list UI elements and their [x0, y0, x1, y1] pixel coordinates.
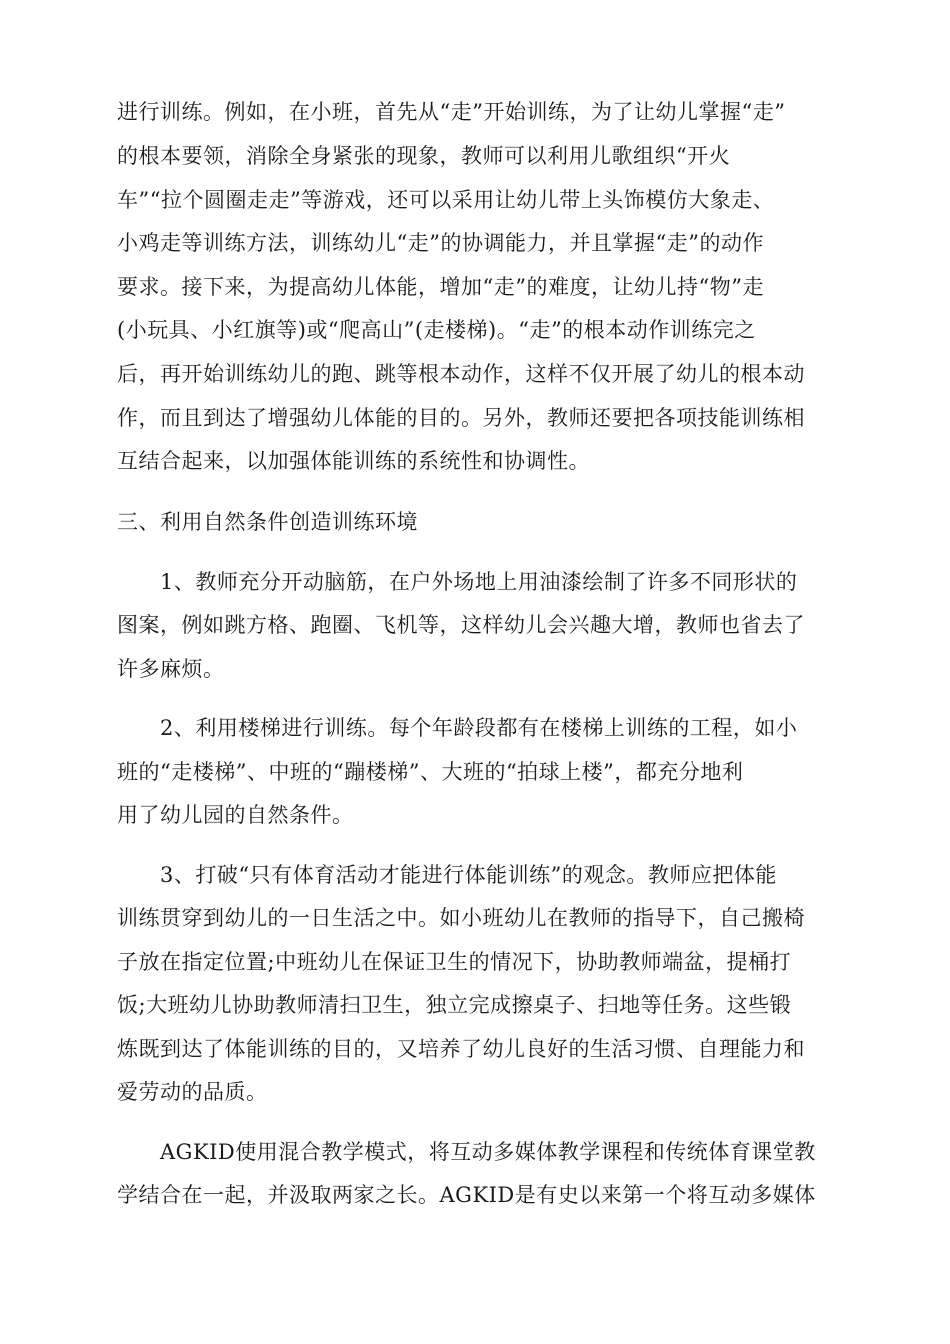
section-heading: 三、利用自然条件创造训练环境 [117, 510, 418, 534]
text-line: 的根本要领，消除全身紧张的现象，教师可以利用儿歌组织“开火 [117, 144, 731, 168]
text-line: 子放在指定位置;中班幼儿在保证卫生的情况下，协助教师端盆，提桶打 [117, 950, 792, 974]
text-line: 训练贯穿到幼儿的一日生活之中。如小班幼儿在教师的指导下，自己搬椅 [117, 906, 805, 930]
text-line: 图案，例如跳方格、跑圈、飞机等，这样幼儿会兴趣大增，教师也省去了 [117, 613, 805, 637]
text-line: 小鸡走等训练方法，训练幼儿“走”的协调能力，并且掌握“走”的动作 [117, 231, 764, 255]
text-line: 车”“拉个圆圈走走”等游戏，还可以采用让幼儿带上头饰模仿大象走、 [117, 188, 775, 212]
text-line: 2、利用楼梯进行训练。每个年龄段都有在楼梯上训练的工程，如小 [160, 716, 798, 740]
text-line: 3、打破“只有体育活动才能进行体能训练”的观念。教师应把体能 [160, 863, 777, 887]
text-line: (小玩具、小红旗等)或“爬高山”(走楼梯)。“走”的根本动作训练完之 [117, 318, 756, 342]
text-line: AGKID使用混合教学模式，将互动多媒体教学课程和传统体育课堂教 [160, 1140, 816, 1164]
text-line: 用了幼儿园的自然条件。 [117, 803, 354, 827]
text-line: 班的“走楼梯”、中班的“蹦楼梯”、大班的“拍球上楼”，都充分地利 [117, 760, 744, 784]
text-line: 学结合在一起，并汲取两家之长。AGKID是有史以来第一个将互动多媒体 [117, 1183, 816, 1207]
text-line: 饭;大班幼儿协助教师清扫卫生，独立完成擦桌子、扫地等任务。这些锻 [117, 993, 792, 1017]
text-line: 后，再开始训练幼儿的跑、跳等根本动作，这样不仅开展了幼儿的根本动 [117, 362, 805, 386]
text-line: 要求。接下来，为提高幼儿体能，增加“走”的难度，让幼儿持“物”走 [117, 275, 764, 299]
text-line: 爱劳动的品质。 [117, 1080, 268, 1104]
text-line: 许多麻烦。 [117, 657, 225, 681]
text-line: 炼既到达了体能训练的目的，又培养了幼儿良好的生活习惯、自理能力和 [117, 1037, 805, 1061]
text-line: 进行训练。例如，在小班，首先从“走”开始训练，为了让幼儿掌握“走” [117, 100, 786, 124]
text-line: 作，而且到达了增强幼儿体能的目的。另外，教师还要把各项技能训练相 [117, 406, 805, 430]
text-line: 1、教师充分开动脑筋，在户外场地上用油漆绘制了许多不同形状的 [160, 570, 798, 594]
text-line: 互结合起来，以加强体能训练的系统性和协调性。 [117, 449, 590, 473]
